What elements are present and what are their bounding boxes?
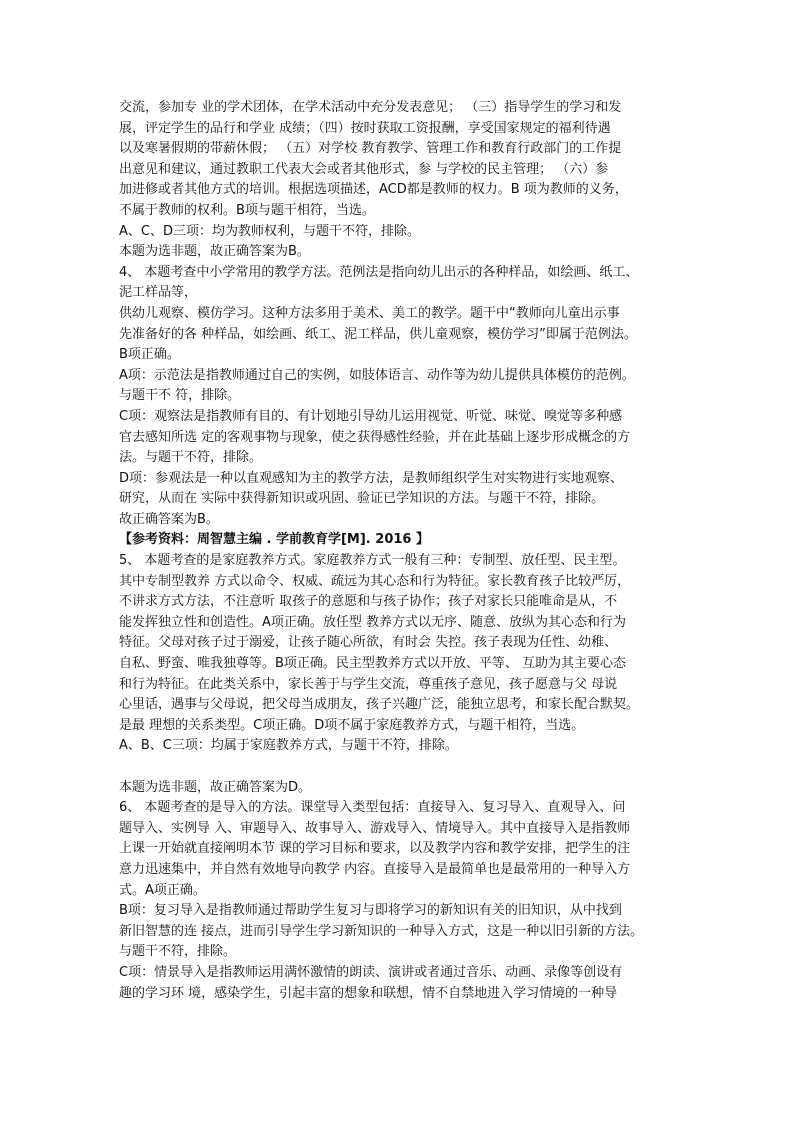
blank-line: [119, 757, 689, 778]
text-line: 与题干不符，排除。: [119, 944, 237, 960]
text-line: 供幼儿观察、模仿学习。这种方法多用于美术、美工的教学。题干中“教师向儿童出示事: [119, 305, 620, 321]
text-line: 官去感知所选 定的客观事物与现象，使之获得感性经验，并在此基础上逐步形成概念的方: [119, 429, 631, 445]
text-line: 故正确答案为B。: [119, 511, 219, 527]
text-line: 【参考资料：周智慧主编 . 学前教育学[M]. 2016 】: [119, 532, 429, 548]
text-line: C项：观察法是指教师有目的、有计划地引导幼儿运用视觉、听觉、味觉、嗅觉等多种感: [119, 408, 623, 424]
text-line: 意力迅速集中，并自然有效地导向教学 内容。直接导入是最简单也是最常用的一种导入方: [119, 861, 631, 877]
text-line: 研究，从而在 实际中获得新知识或巩固、验证已学知识的方法。与题干不符，排除。: [119, 491, 605, 507]
text-line: 能发挥独立性和创造性。A项正确。放任型 教养方式以无序、随意、放纵为其心态和行为: [119, 614, 627, 630]
text-line: 自私、野蛮、唯我独尊等。B项正确。民主型教养方式以开放、平等、 互助为其主要心态: [119, 656, 627, 672]
text-line: 先准备好的各 种样品，如绘画、纸工、泥工样品，供儿童观察，模仿学习”即属于范例法。: [119, 326, 637, 342]
text-line: 以及寒暑假期的带薪休假； （五）对学校 教育教学、管理工作和教育行政部门的工作提: [119, 141, 622, 157]
text-line: 不讲求方式方法，不注意听 取孩子的意愿和与孩子协作；孩子对家长只能唯命是从，不: [119, 594, 618, 610]
text-line: C项：情景导入是指教师运用满怀激情的朗读、演讲或者通过音乐、动画、录像等创设有: [119, 964, 623, 980]
text-line: 题导入、实例导 入、审题导入、故事导入、游戏导入、情境导入。其中直接导入是指教师: [119, 820, 631, 836]
text-line: 与题干不 符，排除。: [119, 388, 241, 404]
text-line: D项：参观法是一种以直观感知为主的教学方法，是教师组织学生对实物进行实地观察、: [119, 470, 624, 486]
text-line: 不属于教师的权利。B项与题干相符，当选。: [119, 202, 375, 218]
text-line: 式。A项正确。: [119, 882, 206, 898]
text-line: 5、 本题考查的是家庭教养方式。家庭教养方式一般有三种：专制型、放任型、民主型。: [119, 553, 626, 569]
text-line: 特征。父母对孩子过于溺爱，让孩子随心所欲，有时会 失控。孩子表现为任性、幼稚、: [119, 635, 618, 651]
text-line: 新旧智慧的连 接点，进而引导学生学习新知识的一种导入方式，这是一种以旧引新的方法。: [119, 923, 644, 939]
text-line: 趣的学习环 境，感染学生，引起丰富的想象和联想，情不自禁地进入学习情境的一种导: [119, 985, 618, 1001]
text-line: 出意见和建议，通过教职工代表大会或者其他形式，参 与学校的民主管理； （六）参: [119, 161, 609, 177]
text-line: 6、 本题考查的是导入的方法。课堂导入类型包括：直接导入、复习导入、直观导入、问: [119, 800, 626, 816]
text-line: 上课一开始就直接阐明本节 课的学习目标和要求，以及教学内容和教学安排，把学生的注: [119, 841, 631, 857]
text-line: 加进修或者其他方式的培训。根据选项描述，ACD都是教师的权力。B 项为教师的义务，: [119, 182, 628, 198]
text-line: 法。与题干不符，排除。: [119, 450, 263, 466]
text-line: B项：复习导入是指教师通过帮助学生复习与即将学习的新知识有关的旧知识，从中找到: [119, 903, 622, 919]
text-line: A、B、C三项：均属于家庭教养方式，与题干不符，排除。: [119, 738, 458, 754]
text-line: 交流，参加专 业的学术团体，在学术活动中充分发表意见； （三）指导学生的学习和发: [119, 100, 622, 115]
text-line: 4、 本题考查中小学常用的教学方法。范例法是指向幼儿出示的各种样品，如绘画、纸工、: [119, 264, 639, 280]
text-line: 泥工样品等，: [119, 285, 198, 301]
text-line: 是最 理想的关系类型。C项正确。D项不属于家庭教养方式，与题干相符，当选。: [119, 717, 585, 733]
text-line: 展，评定学生的品行和学业 成绩；（四）按时获取工资报酬，享受国家规定的福利待遇: [119, 120, 611, 136]
text-line: 和行为特征。在此类关系中，家长善于与学生交流，尊重孩子意见，孩子愿意与父 母说: [119, 676, 618, 692]
text-line: 其中专制型教养 方式以命令、权威、疏远为其心态和行为特征。家长教育孩子比较严厉，: [119, 573, 631, 589]
text-line: 心里话，遇事与父母说，把父母当成朋友，孩子兴趣广泛，能独立思考，和家长配合默契。: [119, 697, 640, 713]
text-line: A项：示范法是指教师通过自己的实例，如肢体语言、动作等为幼儿提供具体模仿的范例。: [119, 367, 635, 383]
text-line: A、C、D三项：均为教师权利，与题干不符，排除。: [119, 223, 420, 239]
document-body: [119, 98, 689, 1004]
text-line: 本题为选非题，故正确答案为B。: [119, 244, 310, 260]
text-line: 本题为选非题，故正确答案为D。: [119, 779, 312, 795]
text-line: B项正确。: [119, 347, 180, 363]
